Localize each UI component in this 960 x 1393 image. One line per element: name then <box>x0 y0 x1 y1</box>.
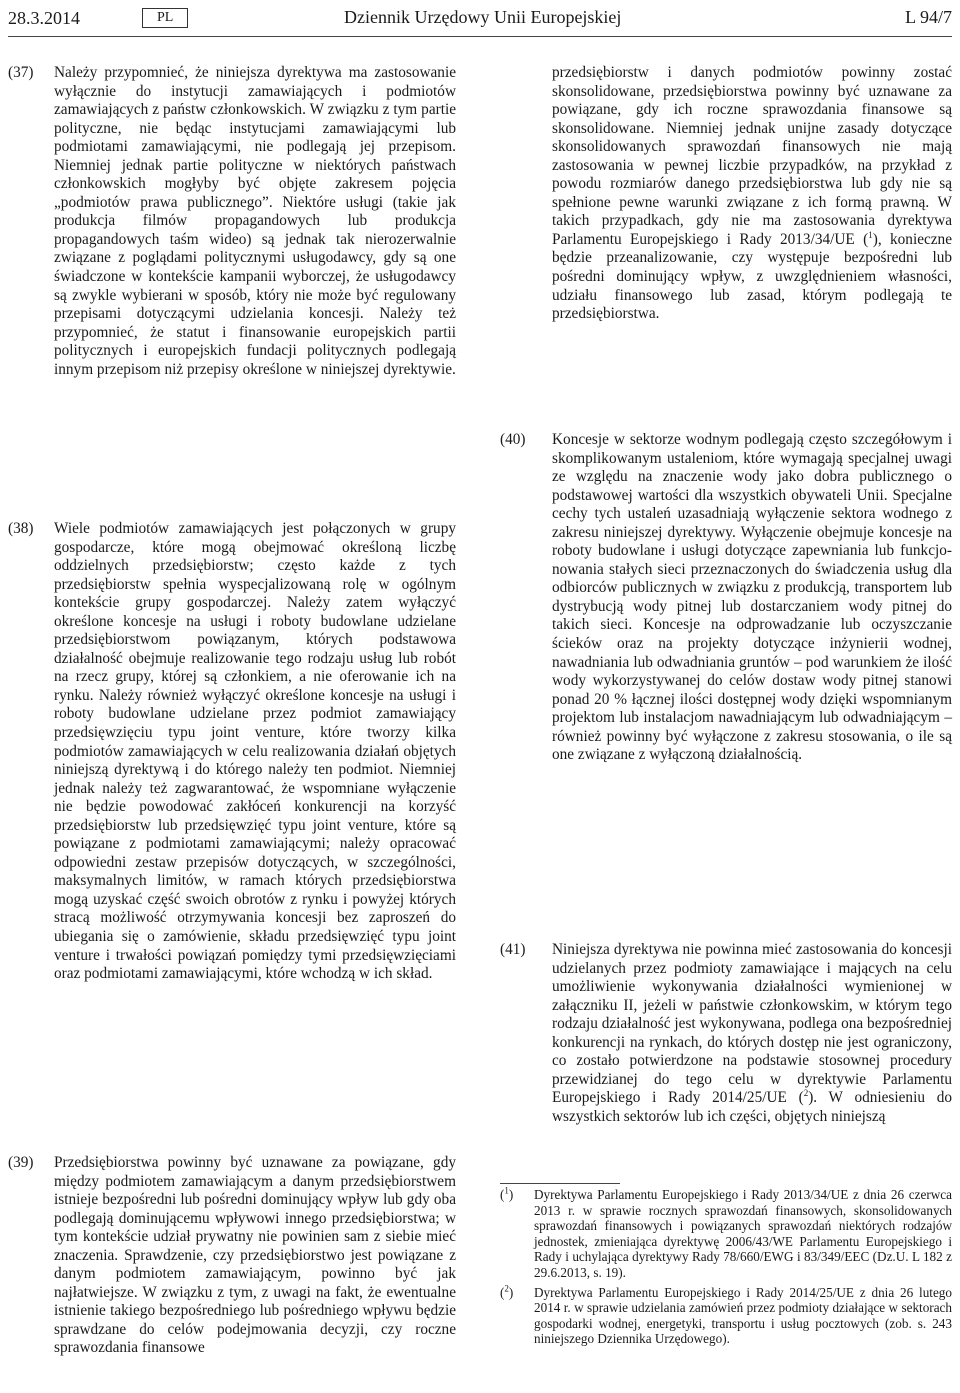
recital-41 <box>500 941 952 1126</box>
footnote-1 <box>500 1187 952 1281</box>
footnote-ref[interactable]: 1 <box>868 229 873 240</box>
footnote-text: Dyrektywa Parlamentu Europejskiego i Rady 2013/34/UE z dnia 26 czerwca 2013 r. w sprawie rocznych sprawozdań finansowych, skonsolidowanych sprawozdań finansowych i powiązanych sprawozdań niektórych rodzajów jednostek, zmieniająca dyrektywę 2006/43/WE Parlamentu Europejskiego i Rady i uchylająca dyrektywy Rady 78/660/EWG i 83/349/EEC (Dz.U. L 182 z 29.6.2013, s. 19). <box>534 1187 952 1280</box>
recital-text: Należy przypomnieć, że niniejsza dyrektywa ma zastosowanie wyłącznie do instytucji zamawiających i podmiotów zamawiających z państw członkowskich. W związku z tym partie polityczne, nie będąc instytucjami zamawiającymi lub podmiotami zamawiającymi, nie podlegają jej przepisom. Niemniej jednak partie polityczne w niektórych państwach członkowskich mogłyby być objęte zakresem pojęcia „podmiotów prawa publicznego”. Niektóre usługi (takie jak produkcja filmów propagandowych lub produkcja propagandowych taśm wideo) są jednak tak nierozerwalnie związane z poglądami politycznymi usługodawcy, gdy są one świadczone w kontekście kampanii wyborczej, że usługodawcy są zwykle wybierani w sposób, który nie może być regulowany przepisami dotyczącymi udzielania koncesji. Należy też przypomnieć, że statut i finansowanie europejskich partii politycznych i europejskich fundacji politycznych podlegają innym przepisom niż przepisy określone w niniejszej dyrektywie. <box>54 64 456 378</box>
language-badge: PL <box>142 8 188 28</box>
footnotes <box>500 1187 952 1351</box>
footnote-text: Dyrektywa Parlamentu Europejskiego i Rady 2014/25/UE z dnia 26 lutego 2014 r. w sprawie udzielania zamówień przez podmioty działające w sektorach gospodarki wodnej, energetyki, transportu i usług pocztowych (zob. s. 243 niniejszego Dziennika Urzędowego). <box>534 1284 952 1347</box>
recital-text: Niniejsza dyrektywa nie powinna mieć zastosowania do koncesji udzielanych przez podmioty zamawiające i mających na celu umożliwienie wykonywania działalności wymienionej w załączniku II, jeżeli w państwie członkowskim, w którym tego rodzaju działalność jest wykonywana, podlega ona bezpośredniej konkurencji na rynkach, do których dostęp nie jest ograniczony, co zostało potwierdzone na podstawie stosownej procedury przewidzianej do tego celu w dyrektywie Parlamentu Europejskiego i Rady 2014/25/UE ($^2$). W odniesieniu do wszystkich sektorów lub ich części, objętych niniejszą <box>552 941 952 1125</box>
recital-text: Przedsiębiorstwa powinny być uznawane za powiązane, gdy między podmiotem zamawiającym a danym przedsiębiorstwem istnieje bezpośredni lub pośredni dominujący wpływ lub gdy oba podlegają dominującemu wpływowi innego przedsiębiorstwa; w tym kontekście udział prywatny nie powinien sam z siebie mieć znaczenia. Sprawdzenie, czy przedsiębiorstwo jest powiązane z danym podmiotem zamawiającym, powinno być jak najłatwiejsze. W związku z tym, z uwagi na fakt, że ewentualne istnienie takiego bezpośredniego lub pośredniego wpływu będzie sprawdzane do celów podejmowania decyzji, czy roczne sprawozdania finansowe <box>54 1154 456 1357</box>
recital-number: (41) <box>500 941 526 958</box>
page-reference: L 94/7 <box>905 7 952 27</box>
journal-title: Dziennik Urzędowy Unii Europejskiej <box>344 7 622 27</box>
recital-text: przedsiębiorstw i danych podmiotów powinny zostać skonsolidowane, przedsiębiorstwa powinny być uznawane za powiązane, gdy ich roczne sprawozdania finansowe są skonsolidowane. Niemniej jednak unijne zasady dotyczące skonsolidowanych sprawozdań finansowych nie mają zastosowania w pewnej liczbie przypadków, na przykład z powodu rozmiarów danego przedsiębiorstwa lub gdy nie są spełnione pewne warunki związane z ich formą prawną. W takich przypadkach, gdy nie ma zastosowania dyrektywa Parlamentu Europejskiego i Rady 2013/34/UE ($^1$), konieczne będzie przeanalizowanie, czy występuje bezpośredni lub pośredni dominujący wpływ, z uwzględnieniem własności, udziału finansowego lub zasad, którym podlegają te przedsiębiorstwa. <box>552 64 952 323</box>
footnote-ref[interactable]: 2 <box>803 1088 809 1099</box>
publication-date: 28.3.2014 <box>8 7 80 28</box>
recital-39-continued <box>500 64 952 324</box>
recital-number: (37) <box>8 64 34 81</box>
recital-number: (39) <box>8 1154 34 1171</box>
recital-number: (38) <box>8 520 34 537</box>
recital-number: (40) <box>500 431 526 448</box>
footnote-marker: ($^1$) <box>500 1185 514 1202</box>
footnote-rule <box>500 1183 620 1184</box>
recital-39 <box>8 1154 456 1358</box>
recital-38 <box>8 520 456 984</box>
footnote-marker: ($^2$) <box>500 1283 514 1300</box>
header-rule <box>8 36 952 37</box>
recital-40 <box>500 431 952 765</box>
recital-text: Wiele podmiotów zamawiających jest połączonych w grupy gospodarcze, które mogą obejmować określoną liczbę oddzielnych przedsiębiorstw; często każde z tych przedsiębiorstw spełnia wyspecjalizowaną rolę w ogólnym kontekście grupy gospodarczej. Należy zatem wyłączyć określone koncesje na usługi i roboty budowlane udzielane przedsiębiorstwom powiązanym, których podstawowa działalność obejmuje realizowanie tego rodzaju usług lub robót na rzecz grupy, której są członkiem, a nie oferowanie ich na rynku. Należy również wyłączyć określone koncesje na usługi i roboty budowlane udzielane przez podmiot zamawiający przedsięwzięciu typu joint venture, które tworzy kilka podmiotów zamawiających w celu realizowania działań objętych niniejszą dyrektywą i do którego należy ten podmiot. Niemniej jednak należy też zagwarantować, że wspomniane wyłączenie nie będzie powodować zakłóceń konkurencji na korzyść przedsiębiorstw lub przedsięwzięć typu joint venture, które są powiązane z podmiotami zamawiającymi; należy opracować odpowiedni zestaw przepisów dotyczących, w szczególności, maksymalnych limitów, w ramach których przedsiębiorstwa mogą uzyskać część swoich obrotów z rynku i powyżej których stracą możliwość otrzymywania koncesji bez zaproszeń do ubiegania się o zamówienie, składu przedsięwzięć typu joint venture i trwałości powiązań pomiędzy tymi przedsięwzięciami oraz podmiotami zamawiającymi, które wchodzą w ich skład. <box>54 520 456 983</box>
recital-text: Koncesje w sektorze wodnym podlegają często szczegółowym i skomplikowanym ustaleniom, które wymagają specjalnej uwagi ze względu na znaczenie wody jako dobra publicznego o podstawowej wartości dla wszystkich obywateli Unii. Specjalne cechy tych ustaleń uzasadniają wyłączenie sektora wodnego z zakresu niniejszej dyrektywy. Wyłączenie obejmuje koncesje na roboty budowlane i usługi dotyczące zapewniania lub funkcjonowania stałych sieci przeznaczonych do świadczenia usług dla odbiorców publicznych w związku z produkcją, transportem lub dystrybucją wody pitnej lub dostarczaniem wody pitnej do takich sieci. Koncesje na odprowadzanie lub oczyszczanie ścieków oraz na projekty dotyczące inżynierii wodnej, nawadniania lub odwadniania gruntów – pod warunkiem że ilość wody wykorzystywanej do celów dostaw wody pitnej stanowi ponad 20 % łącznej ilości dostępnej wody dzięki wspomnianym projektom lub instalacjom nawadniającym lub odwadniającym – również powinny być wyłączone z zakresu stosowania, o ile są one związane z wyłączoną działalnością. <box>552 431 952 764</box>
footnote-2 <box>500 1285 952 1347</box>
page-header <box>8 0 952 36</box>
recital-37 <box>8 64 456 379</box>
